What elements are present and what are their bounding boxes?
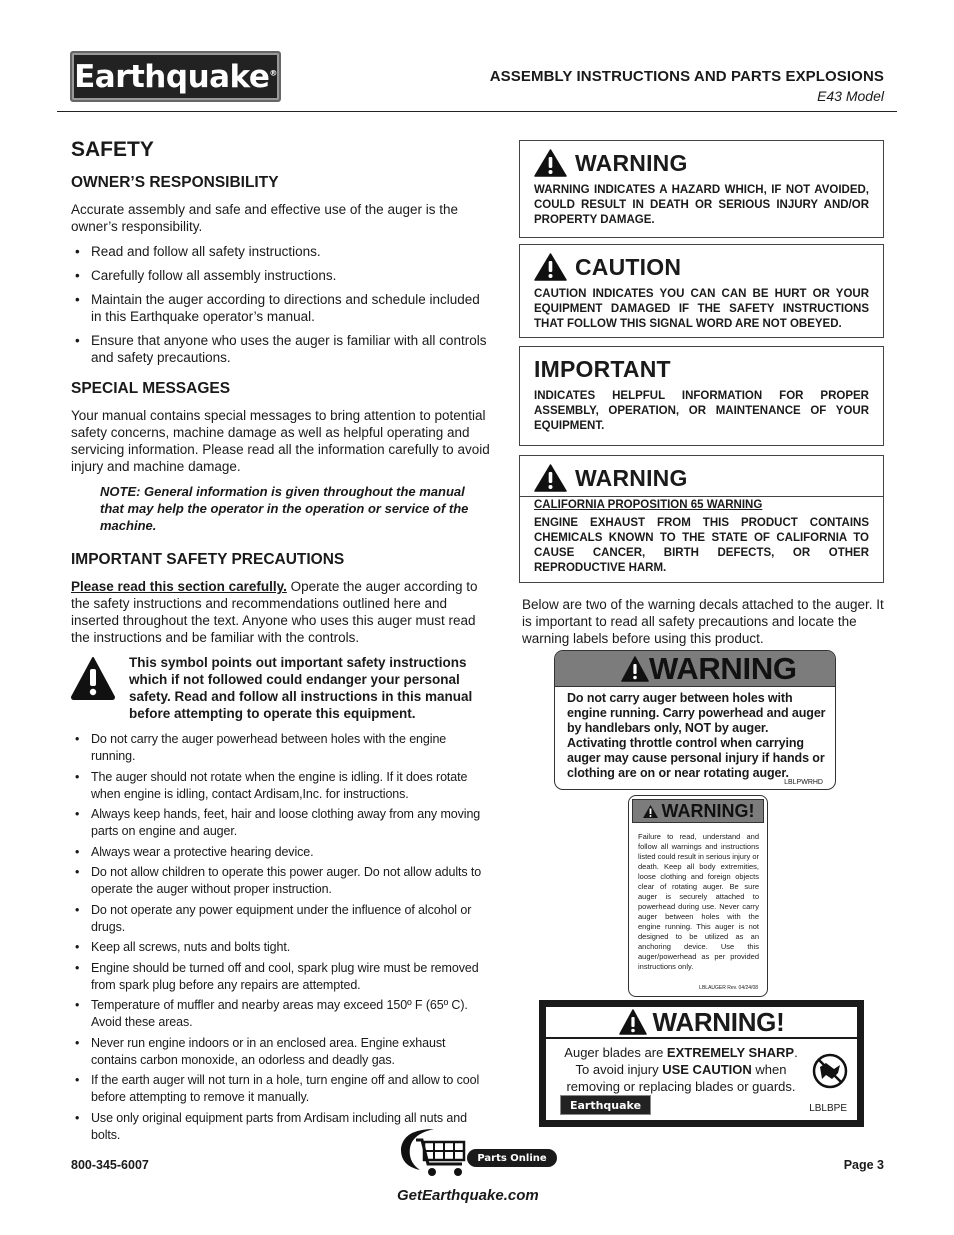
warning-definition-box	[519, 140, 884, 238]
caution-definition-text: CAUTION INDICATES YOU CAN CAN BE HURT OR YOUR EQUIPMENT DAMAGED IF THE SAFETY INSTRUCTIONS THAT FOLLOW THIS SIGNAL WORD ARE NOT OBEYED.	[534, 288, 869, 330]
list-item: • Never run engine indoors or in an enclosed area. Engine exhaust contains carbon monoxide, an odorless and deadly gas.	[75, 1035, 446, 1067]
important-definition-text: INDICATES HELPFUL INFORMATION FOR PROPER ASSEMBLY, OPERATION, OR MAINTENANCE OF YOUR EQUIPMENT.	[534, 390, 869, 432]
website-url: GetEarthquake.com	[397, 1187, 539, 1204]
list-item: • Ensure that anyone who uses the auger is familiar with all controls and safety precautions.	[75, 333, 487, 365]
caution-definition-box	[519, 244, 884, 338]
warning-triangle-icon	[619, 1009, 647, 1035]
warning-triangle-icon	[534, 149, 567, 177]
phone-number: 800-345-6007	[71, 1158, 149, 1172]
sharp-blade-hazard-icon	[812, 1053, 848, 1089]
list-item: • Keep all screws, nuts and bolts tight.	[75, 940, 291, 954]
list-item: • Do not allow children to operate this power auger. Do not allow adults to operate the auger without proper instruction.	[75, 865, 482, 896]
safety-precautions-heading: IMPORTANT SAFETY PRECAUTIONS	[71, 551, 345, 568]
powerhead-warning-decal	[554, 650, 836, 790]
important-definition-box	[519, 346, 884, 446]
blades-warning-decal	[539, 1000, 864, 1127]
list-item: • The auger should not rotate when the engine is idling. If it does rotate when engine is idling, contact Ardisam,Inc. for instructions.	[75, 769, 468, 801]
logo-text: Earthquake	[74, 58, 270, 95]
safety-symbol-block	[71, 654, 491, 722]
logo-registered-mark: ®	[269, 68, 277, 78]
special-messages-text: Your manual contains special messages to bring attention to potential safety concerns, machine damage as well as helpful operating and servicing information. Please read all the information carefully to avoid injury and machine damage.	[71, 408, 490, 474]
decals-intro: Below are two of the warning decals attached to the auger. It is important to read all safety precautions and locate the warning labels before using this product.	[522, 597, 884, 646]
general-note: NOTE: General information is given throughout the manual that may help the operator in the operation or service of the machine.	[100, 484, 469, 533]
header-divider	[57, 111, 897, 112]
prop65-text: ENGINE EXHAUST FROM THIS PRODUCT CONTAINS CHEMICALS KNOWN TO THE STATE OF CALIFORNIA TO CAUSE CANCER, BIRTH DEFECTS, OR OTHER REPRODUCTIVE HARM.	[534, 517, 869, 574]
list-item: • If the earth auger will not turn in a hole, turn engine off and allow to cool before attempting to remove it manually.	[75, 1073, 480, 1104]
decal3-text: Auger blades are EXTREMELY SHARP. To avoid injury USE CAUTION when removing or replacing blades or guards.	[564, 1045, 798, 1094]
decal1-title: WARNING	[649, 650, 797, 686]
list-item: • Maintain the auger according to directions and schedule included in this Earthquake operator’s manual.	[75, 292, 480, 324]
precautions-lead: Please read this section carefully. Operate the auger according to the safety instructions and recommendations outlined here and inserted throughout the text. Anyone who uses this auger must read the instructions and be familiar with the controls.	[71, 579, 478, 645]
warning-triangle-icon	[71, 654, 117, 722]
list-item: • Always keep hands, feet, hair and loose clothing away from any moving parts on engine and auger.	[75, 807, 481, 838]
list-item: • Do not operate any power equipment under the influence of alcohol or drugs.	[75, 902, 472, 934]
special-messages-heading: SPECIAL MESSAGES	[71, 380, 231, 397]
list-item: • Always wear a protective hearing device.	[75, 844, 314, 859]
caution-triangle-icon	[534, 253, 567, 281]
prop65-warning-box	[519, 455, 884, 583]
list-item: • Engine should be turned off and cool, spark plug wire must be removed from spark plug before any repairs are attempted.	[75, 960, 479, 992]
earthquake-logo	[70, 51, 281, 102]
precautions-bullet-list	[71, 731, 491, 1144]
list-item: • Carefully follow all assembly instructions.	[75, 268, 337, 283]
list-item: • Temperature of muffler and nearby areas may exceed 150º F (65º C). Avoid these areas.	[75, 998, 468, 1029]
decal1-text: Do not carry auger between holes with engine running. Carry powerhead and auger by handlebars only, NOT by auger. Activating throttle control when carrying auger may cause personal injury if hands or clothing are on or near rotating auger.	[567, 691, 826, 780]
decal1-code: LBLPWRHD	[784, 779, 823, 786]
model-name: E43 Model	[817, 88, 884, 104]
warning-definition-text: WARNING INDICATES A HAZARD WHICH, IF NOT AVOIDED, COULD RESULT IN DEATH OR SERIOUS INJURY AND/OR PROPERTY DAMAGE.	[534, 184, 869, 226]
owners-bullet-list	[71, 243, 491, 366]
page-number: Page 3	[843, 1158, 884, 1172]
decal3-title: WARNING!	[652, 1006, 785, 1037]
left-column	[71, 138, 491, 1147]
owners-responsibility-heading: OWNER’S RESPONSIBILITY	[71, 174, 279, 191]
list-item: • Read and follow all safety instructions.	[75, 244, 321, 259]
important-title: IMPORTANT	[534, 355, 671, 382]
read-carefully-text: Please read this section carefully.	[71, 579, 287, 594]
document-title: ASSEMBLY INSTRUCTIONS AND PARTS EXPLOSIONS	[489, 68, 884, 85]
prop65-warning-title: WARNING	[575, 464, 688, 491]
parts-online-badge: Parts Online	[467, 1149, 557, 1167]
decal2-code: LBLAUGER Rev. 04/24/08	[699, 985, 758, 991]
decal3-code: LBLBPE	[809, 1103, 847, 1114]
warning-triangle-icon	[534, 464, 567, 492]
warning-triangle-icon	[642, 804, 659, 819]
list-item: • Do not carry the auger powerhead between holes with the engine running.	[75, 732, 447, 763]
prop65-subtitle: CALIFORNIA PROPOSITION 65 WARNING	[534, 499, 763, 511]
caution-title: CAUTION	[575, 253, 682, 280]
decal2-title: WARNING!	[661, 800, 755, 821]
list-item: • Use only original equipment parts from Ardisam including all nuts and bolts.	[75, 1110, 467, 1142]
decal3-logo: Earthquake	[560, 1095, 651, 1115]
section-title: SAFETY	[71, 138, 154, 161]
safety-symbol-text: This symbol points out important safety instructions which if not followed could endanger your personal safety. Read and follow all instructions in this manual before attempting to operate this equipment.	[129, 655, 473, 721]
owners-intro: Accurate assembly and safe and effective use of the auger is the owner’s responsibility.	[71, 202, 458, 234]
auger-warning-decal	[628, 795, 768, 997]
warning-title: WARNING	[575, 149, 688, 176]
decal2-text: Failure to read, understand and follow all warnings and instructions listed could result in serious injury or death. Keep all body extremities, loose clothing and foreign objects clear of rotating auger. Be sure auger is securely attached to powerhead during use. Never carry auger between holes with the engine running. This auger is not designed to be utilized as an anchoring device. Use this auger/powerhead as per provided instructions only.	[638, 832, 759, 971]
warning-triangle-icon	[621, 656, 649, 682]
